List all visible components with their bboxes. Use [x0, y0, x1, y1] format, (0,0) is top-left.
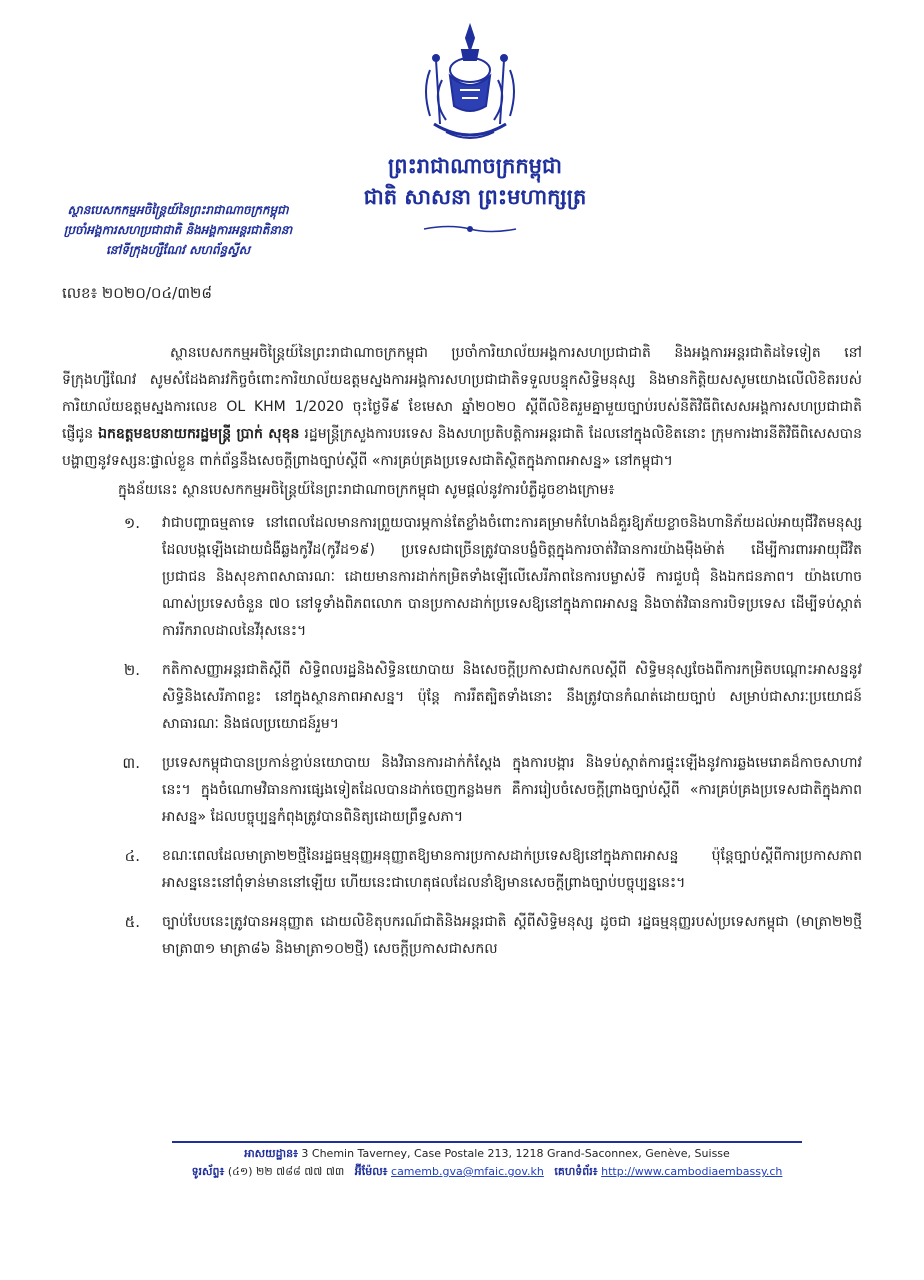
- sender-line-1: ស្ថានបេសកកម្មអចិន្ត្រៃយ៍នៃព្រះរាជាណាចក្រកម្ពុជា: [67, 203, 289, 217]
- address-value: 3 Chemin Taverney, Case Postale 213, 1218 Grand-Saconnex, Genève, Suisse: [301, 1147, 730, 1160]
- item-number: ៥.: [124, 913, 140, 931]
- item-number: ៤.: [124, 847, 140, 865]
- email-link[interactable]: camemb.gva@mfaic.gov.kh: [391, 1165, 544, 1178]
- lead-paragraph: ក្នុងន័យនេះ ស្ថានបេសកកម្មអចិន្ត្រៃយ៍នៃព្រះរាជាណាចក្រកម្ពុជា សូមផ្តល់នូវការបំភ្លឺដូចខាងក្រោម៖: [118, 482, 615, 498]
- numbered-list: [62, 510, 862, 963]
- footer-divider: [172, 1141, 802, 1143]
- list-item: [62, 510, 862, 645]
- item-text: កតិកាសញ្ញាអន្តរជាតិស្តីពី សិទ្ធិពលរដ្ឋនិងសិទ្ធិនយោបាយ និងសេចក្តីប្រកាសជាសកលស្តីពី សិទ្ធិមនុស្សចែងពីការកម្រិតបណ្តោះអាសន្ននូវសិទ្ធិនិងសេរីភាពខ្លះ នៅក្នុងស្ថានភាពអាសន្ន។ ប៉ុន្តែ ការរឹតត្បិតទាំងនោះ នឹងត្រូវបានកំណត់ដោយច្បាប់ សម្រាប់ជាសារៈប្រយោជន៍សាធារណៈ និងផលប្រយោជន៍រួម។: [162, 662, 862, 732]
- phone-value: (៤១) ២២ ៧៨៨ ៧៧ ៧៣: [227, 1165, 345, 1178]
- kingdom-heading: [330, 150, 620, 212]
- royal-arms-emblem-icon: [416, 20, 524, 150]
- letter-body: [62, 340, 862, 975]
- item-number: ២.: [123, 661, 140, 679]
- list-item: [62, 909, 862, 963]
- item-text: ខណៈពេលដែលមាត្រា២២ថ្មីនៃរដ្ឋធម្មនុញ្ញអនុញ្ញាតឱ្យមានការប្រកាសដាក់ប្រទេសឱ្យនៅក្នុងភាពអាសន្ន ប៉ុន្តែច្បាប់ស្តីពីការប្រកាសភាពអាសន្ននេះនៅពុំទាន់មាននៅឡើយ ហើយនេះជាហេតុផលដែលនាំឱ្យមានសេចក្តីព្រាងច្បាប់បច្ចុប្បន្ននេះ។: [162, 848, 862, 891]
- kingdom-name: ព្រះរាជាណាចក្រកម្ពុជា: [387, 153, 562, 178]
- list-item: [62, 657, 862, 738]
- intro-text-1: ស្ថានបេសកកម្មអចិន្ត្រៃយ៍នៃព្រះរាជាណាចក្រកម្ពុជា ប្រចាំការិយាល័យអង្គការសហប្រជាជាតិ និងអង្គការអន្តរជាតិដទៃទៀត នៅទីក្រុងហ្សឺណែវ សូមសំដែងគារវកិច្ចចំពោះការិយាល័យឧត្តមស្នងការអង្គការសហប្រជាជាតិទទួលបន្ទុកសិទ្ធិមនុស្ស និងមានកិត្តិយសសូមយោងលើលិខិតរបស់ការិយាល័យឧត្តមស្នងការលេខ OL KHM 1/2020 ចុះថ្ងៃទី៩ ខែមេសា ឆ្នាំ២០២០ ស្តីពីលិខិតរួមគ្នាមួយច្បាប់របស់នីតិវិធីពិសេសអង្គការសហប្រជាជាតិ ផ្ញើជូន: [62, 345, 862, 442]
- item-text: ប្រទេសកម្ពុជាបានប្រកាន់ខ្ជាប់នយោបាយ និងវិធានការដាក់កំស្តែង ក្នុងការបង្ការ និងទប់ស្កាត់ការផ្ទុះឡើងនូវការឆ្លងមេរោគដ៏កាចសាហាវនេះ។ ក្នុងចំណោមវិធានការផ្សេងទៀតដែលបានដាក់ចេញកន្លងមក គឺការរៀបចំសេចក្តីព្រាងច្បាប់ស្តីពី «ការគ្រប់គ្រងប្រទេសជាតិក្នុងភាពអាសន្ន» ដែលបច្ចុប្បន្នកំពុងត្រូវបានពិនិត្យដោយព្រឹទ្ធសភា។: [162, 755, 862, 825]
- reference-number: លេខ៖ ២០២០/០៤/៣២៨: [62, 284, 213, 302]
- intro-recipient: ឯកឧត្តមឧបនាយករដ្ឋមន្ត្រី ប្រាក់ សុខុន: [98, 426, 300, 442]
- sender-line-2: ប្រចាំអង្គការសហប្រជាជាតិ និងអង្គការអន្តរជាតិនានា: [63, 223, 293, 237]
- footer: [172, 1145, 802, 1181]
- list-item: [62, 843, 862, 897]
- email-label: អ៊ីម៉ែល៖: [354, 1165, 388, 1178]
- intro-text-2: រដ្ឋមន្ត្រីក្រសួងការបរទេស និងសហប្រតិបត្តិការអន្តរជាតិ ដែលនៅក្នុងលិខិតនោះ ក្រុមការងារនីតិវិធីពិសេសបានបង្ហាញនូវទស្សនៈផ្ទាល់ខ្លួន ពាក់ព័ន្ធនឹងសេចក្តីព្រាងច្បាប់ស្តីពី «ការគ្រប់គ្រងប្រទេសជាតិស្ថិតក្នុងភាពអាសន្ន» នៅកម្ពុជា។: [62, 426, 863, 469]
- item-text: ច្បាប់បែបនេះត្រូវបានអនុញ្ញាត ដោយលិខិតុបករណ៍ជាតិនិងអន្តរជាតិ ស្តីពីសិទ្ធិមនុស្ស ដូចជា រដ្ឋធម្មនុញ្ញរបស់ប្រទេសកម្ពុជា (មាត្រា២២ថ្មី មាត្រា៣១ មាត្រា៨៦ និងមាត្រា១០២ថ្មី) សេចក្តីប្រកាសជាសកល: [162, 914, 862, 957]
- website-link[interactable]: http://www.cambodiaembassy.ch: [601, 1165, 783, 1178]
- sender-line-3: នៅទីក្រុងហ្សឺណែវ សហព័ន្ធស្វីស: [105, 243, 251, 257]
- item-number: ៣.: [122, 754, 140, 772]
- phone-label: ទូរស័ព្ទ៖: [191, 1165, 225, 1178]
- item-text: វាជាបញ្ហាធម្មតាទេ នៅពេលដែលមានការព្រួយបារម្ភកាន់តែខ្លាំងចំពោះការគម្រាមកំហែងដ៏គួរឱ្យភ័យខ្លាចនិងហានិភ័យដល់អាយុជីវិតមនុស្ស ដែលបង្កឡើងដោយជំងឺឆ្លងកូវីដ(កូវីដ១៩) ប្រទេសជាច្រើនត្រូវបានបង្ខំចិត្តក្នុងការចាត់វិធានការយ៉ាងម៉ឺងម៉ាត់ ដើម្បីការពារអាយុជីវិតប្រជាជន និងសុខភាពសាធារណៈ ដោយមានការដាក់កម្រិតទាំងឡើលើសេរីភាពនៃការបម្លាស់ទី ការជួបជុំ និងឯកជនភាព។ យ៉ាងហោចណាស់ប្រទេសចំនួន ៧០ នៅទូទាំងពិភពលោក បានប្រកាសដាក់ប្រទេសឱ្យនៅក្នុងភាពអាសន្ន និងចាត់វិធានការបិទប្រទេស ដើម្បីទប់ស្កាត់ការរីករាលដាលនៃវីរុសនេះ។: [162, 515, 862, 639]
- footer-address-line: [172, 1145, 802, 1163]
- footer-contact-line: [172, 1163, 802, 1181]
- list-item: [62, 750, 862, 831]
- sender-block: [28, 200, 328, 260]
- ornamental-divider-icon: [420, 222, 520, 236]
- item-number: ១.: [123, 514, 140, 532]
- intro-paragraph: [62, 340, 862, 475]
- address-label: អាសយដ្ឋាន៖: [244, 1147, 298, 1160]
- website-label: គេហទំព័រ៖: [554, 1165, 598, 1178]
- national-motto: ជាតិ សាសនា ព្រះមហាក្សត្រ: [363, 184, 587, 209]
